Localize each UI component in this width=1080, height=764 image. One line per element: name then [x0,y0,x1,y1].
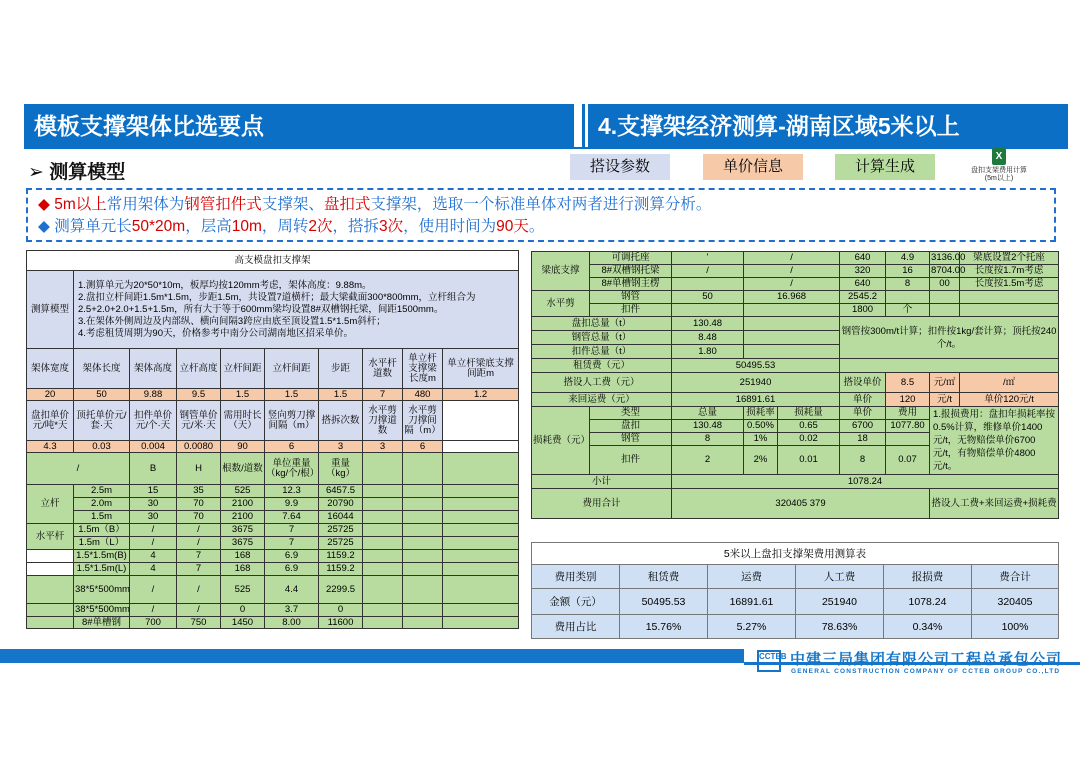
summary-cell: 金额（元） [532,589,620,615]
param-value: 1.5 [265,389,319,401]
summary-cell: 费用占比 [532,615,620,639]
mat-name: 1.5m（L） [74,537,130,550]
param-value: 1.5 [221,389,265,401]
param-header: 步距 [319,349,363,389]
param-value: 1.5 [319,389,363,401]
grand-total-label: 费用合计 [532,489,672,519]
mat-name: 38*5*500mm [74,576,130,604]
grand-total-value: 320405 379 [672,489,930,519]
summary-cell: 15.76% [620,615,708,639]
notes-box [26,188,1056,242]
company-name-cn: 中建三局集团有限公司工程总承包公司 [790,651,1063,668]
summary-cell: 1078.24 [884,589,972,615]
section-title: ➢ 测算模型 [28,162,126,183]
summary-cell: 100% [972,615,1059,639]
left-table-title: 高支模盘扣支撑架 [27,251,519,271]
total-label: 盘扣总量（t） [532,317,672,331]
price-value: 3 [363,441,403,453]
price-header: 顶托单价元/套·天 [74,401,130,441]
subtotal-value: 1078.24 [672,475,1059,489]
mat-name: 1.5m [74,511,130,524]
mat-header: 重量（kg） [319,453,363,485]
mat-name: 2.0m [74,498,130,511]
price-value: 3 [319,441,363,453]
rent-label: 租赁费（元） [532,359,672,373]
mat-header: 单位重量（kg/个/根） [265,453,319,485]
summary-title: 5米以上盘扣支撑架费用测算表 [532,543,1059,565]
price-value: 0.03 [74,441,130,453]
mat-name: 1.5*1.5m(B) [74,550,130,563]
left-title: 模板支撑架体比选要点 [34,113,264,139]
param-header: 立杆间距 [221,349,265,389]
labor-value: 251940 [672,373,840,393]
mat-header: / [27,453,130,485]
total-value: 1.80 [672,345,744,359]
param-value: 20 [27,389,74,401]
summary-header: 费合计 [972,565,1059,589]
summary-header: 人工费 [796,565,884,589]
attachment-name: 盘扣支架费用计算 [971,167,1027,174]
mat-name: 1.5m（B） [74,524,130,537]
price-value: 6 [403,441,443,453]
right-title: 4.支撑架经济测算-湖南区域5米以上 [598,113,960,139]
param-value: 7 [363,389,403,401]
total-label: 扣件总量（t） [532,345,672,359]
price-header: 竖向剪刀撑间隔（m） [265,401,319,441]
model-description: 1.测算单元为20*50*10m，板厚均按120mm考虑，架体高度：9.88m。 2.盘扣立杆间距1.5m*1.5m，步距1.5m，共设置7道横杆；最大梁截面300*800mm，立杆组合为2.5+2.0+2.0+1.5+1.5m，所有大于等于600mm梁均设置8#双槽钢托梁，间距1500mm。 3.在架体外侧周边及内部纵、横向间隔3跨应由底至顶设置1.5*1.5m斜杆； 4.考虑租赁周期为90天，价格参考中南分公司湖南地区招采单价。 [74,271,519,349]
transport-value: 16891.61 [672,393,840,407]
price-header: 水平剪刀撑间隔（m） [403,401,443,441]
title-divider [582,104,585,148]
excel-file-icon: X [992,148,1006,165]
mat-name: 38*5*500mm [75,604,130,615]
loss-label: 损耗费（元） [532,407,590,475]
mat-header: 根数/道数 [221,453,265,485]
beam-support-label: 梁底支撑 [532,252,590,291]
param-header: 架体高度 [130,349,177,389]
summary-cell: 251940 [796,589,884,615]
price-header: 钢管单价元/米·天 [177,401,221,441]
note-line-2: ◆ 测算单元长50*20m，层高10m，周转2次，搭拆3次，使用时间为90天。 [38,218,545,235]
price-header: 需用时长（天） [221,401,265,441]
attachment-sub: (5m以上) [984,175,1014,182]
summary-header: 费用类别 [532,565,620,589]
excel-attachment[interactable] [968,148,1030,183]
price-value: 4.3 [27,441,74,453]
price-header: 扣件单价元/个·天 [130,401,177,441]
footer-bar [0,649,744,663]
totals-note: 钢管按300m/t计算；扣件按1kg/套计算；顶托按240个/t。 [840,317,1059,359]
model-label: 测算模型 [27,271,74,349]
param-header: 架体宽度 [27,349,74,389]
price-value: 0.0080 [177,441,221,453]
price-header: 搭拆次数 [319,401,363,441]
summary-header: 租赁费 [620,565,708,589]
mat-header: B [130,453,177,485]
param-header: 架体长度 [74,349,130,389]
group-label: 立杆 [27,485,74,524]
price-value: 90 [221,441,265,453]
price-header: 水平剪刀撑道数 [363,401,403,441]
loss-note: 1.报损费用：盘扣年损耗率按0.5%计算，维修单价1400元/t，无物赔偿单价6700元/t，有物赔偿单价4800元/t。 [930,407,1059,475]
total-value: 8.48 [672,331,744,345]
group-label: 水平杆 [27,524,74,550]
labor-label: 搭设人工费（元） [532,373,672,393]
right-calc-table: 梁底支撑 可调托座 ' / 640 4.9 3136.00 梁底设置2个托座 8#双槽钢托梁 / / 320 16 8704.00 长度按1.7m考虑 8#单槽钢主楞 / 640 8 00 长度按1.5m考虑 水平剪 钢管 50 16.968 2545.2 扣件 1800 个 盘扣总量（t） 130.48 钢管按300m/t计算；扣件按1kg/套计算；顶托按240个/t。 钢管总量（t） 8.48 扣件总量（t） 1.80 租赁费（元） 50495.53 搭设人工费（元） 251940 搭设单价 8.5 元/㎡ /㎡ 来回运费（元） 16891.61 单价 120 元/t 单价120元/t 损耗费（元） 类型 总量 损耗率 损耗量 单价 费用 1.报损费用：盘扣年损耗率按0.5%计算，维修单价1400元/t，无物赔偿单价6700元/t，有物赔偿单价4800元/t。 盘扣 130.48 0.50% 0.65 6700 1077.80 钢管 8 1% 0.02 18 扣件 2 2% 0.01 8 0.07 小计 1078.24 费用合计 320405 379 搭设人工费+来回运费+损耗费 [531,251,1059,519]
horizontal-brace-label: 水平剪 [532,291,590,317]
param-value: 50 [74,389,130,401]
param-value: 9.5 [177,389,221,401]
param-header: 单立杆支撑梁长度m [403,349,443,389]
legend-pill-results: 计算生成 [835,154,935,180]
param-value: 1.2 [443,389,519,401]
param-header: 立杆高度 [177,349,221,389]
summary-cell: 50495.53 [620,589,708,615]
left-title-bar [24,104,574,148]
company-logo: CCTEB [757,650,781,672]
param-value: 9.88 [130,389,177,401]
legend-pill-params: 搭设参数 [570,154,670,180]
note-line-1: ◆ 5m以上常用架体为钢管扣件式支撑架、盘扣式支撑架，选取一个标准单体对两者进行测算分析。 [38,196,712,213]
price-header: 盘扣单价元/吨*天 [27,401,74,441]
mat-header: H [177,453,221,485]
header-underline [24,147,1068,149]
summary-cell: 16891.61 [708,589,796,615]
price-value: 6 [265,441,319,453]
mat-name: 8#单槽钢 [74,617,130,629]
param-header: 单立杆梁底支撑间距m [443,349,519,389]
total-value: 130.48 [672,317,744,331]
summary-header: 运费 [708,565,796,589]
company-name-en: GENERAL CONSTRUCTION COMPANY OF CCTEB GROUP CO.,LTD [791,668,1061,675]
mat-name: 1.5*1.5m(L) [74,563,130,576]
summary-cell: 320405 [972,589,1059,615]
param-header: 水平杆道数 [363,349,403,389]
right-title-bar [588,104,1068,148]
subtotal-label: 小计 [532,475,672,489]
summary-cell: 0.34% [884,615,972,639]
transport-label: 来回运费（元） [532,393,672,407]
legend-pill-prices: 单价信息 [703,154,803,180]
summary-cell: 5.27% [708,615,796,639]
left-calc-table: 高支模盘扣支撑架 测算模型 1.测算单元为20*50*10m，板厚均按120mm考虑，架体高度：9.88m。 2.盘扣立杆间距1.5m*1.5m，步距1.5m，共设置7道横杆；最大梁截面300*800mm，立杆组合为2.5+2.0+2.0+1.5+1.5m，所有大于等于600mm梁均设置8#双槽钢托梁，间距1500mm。 3.在架体外侧周边及内部纵、横向间隔3跨应由底至顶设置1.5*1.5m斜杆； 4.考虑租赁周期为90天，价格参考中南分公司湖南地区招采单价。 架体宽度 架体长度 架体高度 立杆高度 立杆间距 立杆间距 步距 水平杆道数 单立杆支撑梁长度m 单立杆梁底支撑间距m 20 50 9.88 9.5 1.5 1.5 1.5 7 480 1.2 盘扣单价元/吨*天 顶托单价元/套·天 扣件单价元/个·天 钢管单价元/米·天 需用时长（天） 竖向剪刀撑间隔（m） 搭拆次数 水平剪刀撑道数 水平剪刀撑间隔（m） 4.3 0.03 0.004 0.0080 90 6 3 3 6 / B H 根数/道数 单位重量（kg/个/根） 重量（kg） 立杆 2.5m 15 35 525 12.3 6457.5 2.0m 30 70 2100 9.9 20790 1.5m 30 70 2100 7.64 16044 水平杆 1.5m（B） / / 3675 7 25725 1.5m（L） / / 3675 7 25725 1.5*1.5m(B) 4 7 168 6.9 1159.2 1.5*1.5m(L) 4 7 168 6.9 1159.2 38*5*500mm / / 525 4.4 2299.5 38*5*500mm / / 0 3.7 0 8#单槽钢 700 750 1450 8.00 11600 [26,250,519,629]
total-label: 钢管总量（t） [532,331,672,345]
rent-value: 50495.53 [672,359,840,373]
price-value: 0.004 [130,441,177,453]
summary-header: 报损费 [884,565,972,589]
grand-total-note: 搭设人工费+来回运费+损耗费 [930,489,1059,519]
param-value: 480 [403,389,443,401]
mat-name: 2.5m [74,485,130,498]
param-header: 立杆间距 [265,349,319,389]
summary-table [531,542,1059,639]
summary-cell: 78.63% [796,615,884,639]
